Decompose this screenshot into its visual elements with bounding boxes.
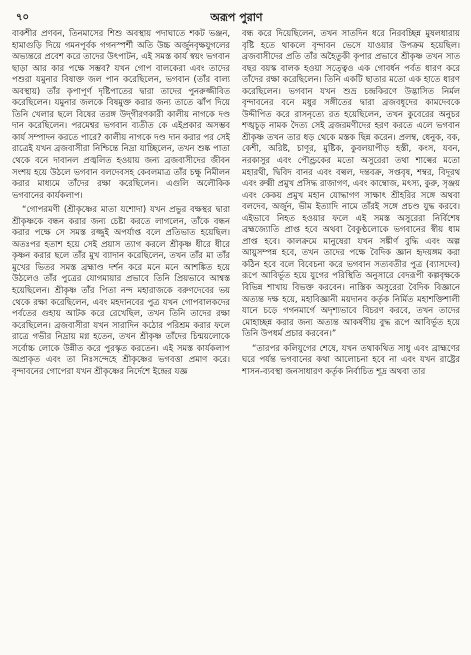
paragraph: “তারপর কলিযুগের শেষে, যখন তথাকথিত সাধু এবং ব্রাহ্মণের ঘরে পর্যন্ত ভগবানের কথা আলোচনা হবে না এবং যখন রাষ্ট্রের শাসন-ব্যবস্থা জনসাধারণ কর্তৃক নির্বাচিত শূদ্র অথবা তার (242, 342, 460, 376)
running-title: অরূপ পুরাণ (210, 11, 263, 24)
left-column (12, 28, 230, 648)
paragraph: বাকশীর প্রণবন, তিনমাসের শিশু অবস্থায় পদাঘাতে শকট ভঞ্জন, হামাগুড়ি দিয়ে গমনপূর্বক গগনস্পর্শী অতি উচ্চ অর্জুনবৃক্ষযুগলের অভ্যন্তরে প্রবেশ করে তাদের উৎপাটন, এই সমস্ত কার্য স্বয়ং ভগবান ছাড়া আর কার পক্ষে সম্ভব? যখন গোপ বালকেরা এবং তাদের পশুরা যমুনার বিষাক্ত জল পান করেছিলেন, ভগবান (তাঁর বাল্য অবস্থায়) তাঁর কৃপাপূর্ণ দৃষ্টিপাতের দ্বারা তাদের পুনরুজ্জীবিত করেছিলেন। যমুনার জলকে বিষমুক্ত করার জন্য তাতে ঝাঁপ দিয়ে তিনি খেলার ছলে বিষের তরঙ্গ উদ্‌গীরণকারী কালীয় নাগকে দণ্ড দান করেছিলেন। পরমেশ্বর ভগবান ব্যতীত কে এইপ্রকার অসম্ভব কার্য সম্পাদন করতে পারে? কালীয় নাগকে দণ্ড দান করার পর সেই রাত্রেই যখন ব্রজবাসীরা নিশ্চিন্তে নিদ্রা যাচ্ছিলেন, তখন শুষ্ক পাতা থেকে বনে দাবানল প্রজ্বলিত হওয়ায় জন্য ব্রজবাসীদের জীবন সংশয় হয়ে উঠলে ভগবান বলদেবসহ কেবলমাত্র তাঁর চক্ষু নিমীলন করার মাধ্যমে তাঁদের রক্ষা করেছিলেন। এগুলি অলৌকিক ভগবানের কার্যকলাপ। (12, 28, 230, 200)
page-header (12, 8, 461, 28)
right-column (242, 28, 460, 648)
paragraph: বন্ধ করে দিয়েছিলেন, তখন সাতদিন ধরে নিরবচ্ছিন্ন মুষলধারায় বৃষ্টি হতে থাকলে বৃন্দাবন ভেসে যাওয়ার উপক্রম হয়েছিল। ব্রজবাসীদের প্রতি তাঁর অহৈতুকী কৃপার প্রভাবে শ্রীকৃষ্ণ তখন সাত বছর বয়স্ক বালক হওয়া সত্ত্বেও এক গোবর্ধন পর্বত ধারণ করে তাঁদের রক্ষা করেছিলেন। তিনি একটি ছাতার মতো এক হাতে ধারণ করেছিলেন। ভগবান যখন শুভ্র চন্দ্রকিরণে উদ্ভাসিত নির্মল বৃন্দাবনের বনে মধুর সঙ্গীতের দ্বারা ব্রজবধূদের কামদেবকে উদ্দীপিত করে রাসনৃত্যে রত হয়েছিলেন, তখন কুবেরের অনুচর শঙ্খচূড় নামক দৈত্য সেই ব্রজরমণীদের হরণ করতে এলে ভগবান শ্রীকৃষ্ণ তখন তার ধড় থেকে মস্তক ছিন্ন করেন। প্রলম্ব, ধেনুক, বক, কেশী, অরিষ্ট, চাণূর, মুষ্টিক, কুবলয়াপীড় হস্তী, কংস, যবন, নরকাসুর এবং পৌণ্ড্রকের মতো অসুরেরা তথা শাল্বের মতো মহারথী, দ্বিবিদ বানর এবং বল্বল, দন্তবক্র, সপ্তবৃষ, শম্বর, বিদূরথ এবং রুক্মী প্রমুখ প্রসিদ্ধ রাজাগণ, এবং কাম্বোজ, মৎস্য, কুরু, সৃঞ্জয় এবং কেকয় প্রমুখ মহান যোদ্ধাগণ সাক্ষাৎ শ্রীহরির সঙ্গে অথবা বলদেব, অর্জুন, ভীম ইত্যাদি নামে তাঁরই সঙ্গে প্রচণ্ড যুদ্ধ করবে। এইভাবে নিহত হওয়ার ফলে এই সমস্ত অসুরেরা নির্বিশেষ ব্রহ্মজ্যোতি প্রাপ্ত হবে অথবা বৈকুণ্ঠলোকে ভগবানের স্বীয় ধাম প্রাপ্ত হবে। কালক্রমে মানুষেরা যখন সঙ্কীর্ণ বুদ্ধি এবং অল্প আয়ুসম্পন্ন হবে, তখন তাদের পক্ষে বৈদিক জ্ঞান হৃদয়ঙ্গম করা কঠিন হবে বলে বিবেচনা করে ভগবান সত্যবতীর পুত্র (ব্যাসদেব) রূপে আবির্ভূত হয়ে যুগের পরিস্থিতি অনুসারে বেদরূপী কল্পবৃক্ষকে বিভিন্ন শাখায় বিভক্ত করবেন। নাস্তিক অসুরেরা বৈদিক বিজ্ঞানে অত্যন্ত দক্ষ হয়ে, মহাবিজ্ঞানী ময়দানব কর্তৃক নির্মিত মহাশক্তিশালী যানে চড়ে গগনমার্গে অদৃশ্যভাবে বিচরণ করবে, তখন তাদের মোহাচ্ছন্ন করার জন্য অত্যন্ত আকর্ষণীয় বুদ্ধ রূপে আবির্ভূত হয়ে তিনি উপধর্ম প্রচার করবেন।” (242, 28, 460, 339)
text-columns (12, 28, 461, 648)
paragraph: “গোপরমণী (শ্রীকৃষ্ণের মাতা যশোদা) যখন প্রভুর বক্ষস্থর দ্বারা শ্রীকৃষ্ণকে বন্ধন করার জন্য চেষ্টা করতে লাগলেন, তাঁকে বন্ধন করার পক্ষে সে সমস্ত রজ্জুই অপর্যাপ্ত বলে প্রতিভাত হয়েছিল। অতঃপর হতাশ হয়ে সেই প্রয়াস ত্যাগ করলে শ্রীকৃষ্ণ ধীরে ধীরে কৃষ্ণন করার ছলে তাঁর মুখ ব্যাদান করেছিলেন, তখন তাঁর মা তাঁর মুখের ভিতর সমস্ত ব্রহ্মাণ্ড দর্শন করে মনে মনে আশঙ্কিত হয়ে উঠলেও তাঁর পুত্রের যোগমায়ার প্রভাবে তিনি প্রিয়ভাবে আশ্বস্ত হয়েছিলেন। শ্রীকৃষ্ণ তাঁর পিতা নন্দ মহারাজকে বরুণদেবের ভয় থেকে রক্ষা করেছিলেন, এবং মহদানবের পুত্র যখন গোপবালকদের পর্বতের গুহায় আটক করে রেখেছিল, তখন তিনি তাদের রক্ষা করেছিলেন। ব্রজবাসীরা যখন সারাদিন কঠোর পরিশ্রম করার ফলে রাত্রে গভীর নিদ্রায় মগ্ন হতেন, তখন শ্রীকৃষ্ণ তাঁদের চিন্ময়লোকে সর্বোচ্চ লোকে উন্নীত করে পুরস্কৃত করতেন। এই সমস্ত কার্যকলাপ অপ্রাকৃত এবং তা নিঃসন্দেহে শ্রীকৃষ্ণের ভগবত্তা প্রমাণ করে। বৃন্দাবনের গোপেরা যখন শ্রীকৃষ্ণের নির্দেশে ইন্দ্রের যজ্ঞ (12, 204, 230, 376)
page-number: ৭০ (16, 12, 30, 23)
